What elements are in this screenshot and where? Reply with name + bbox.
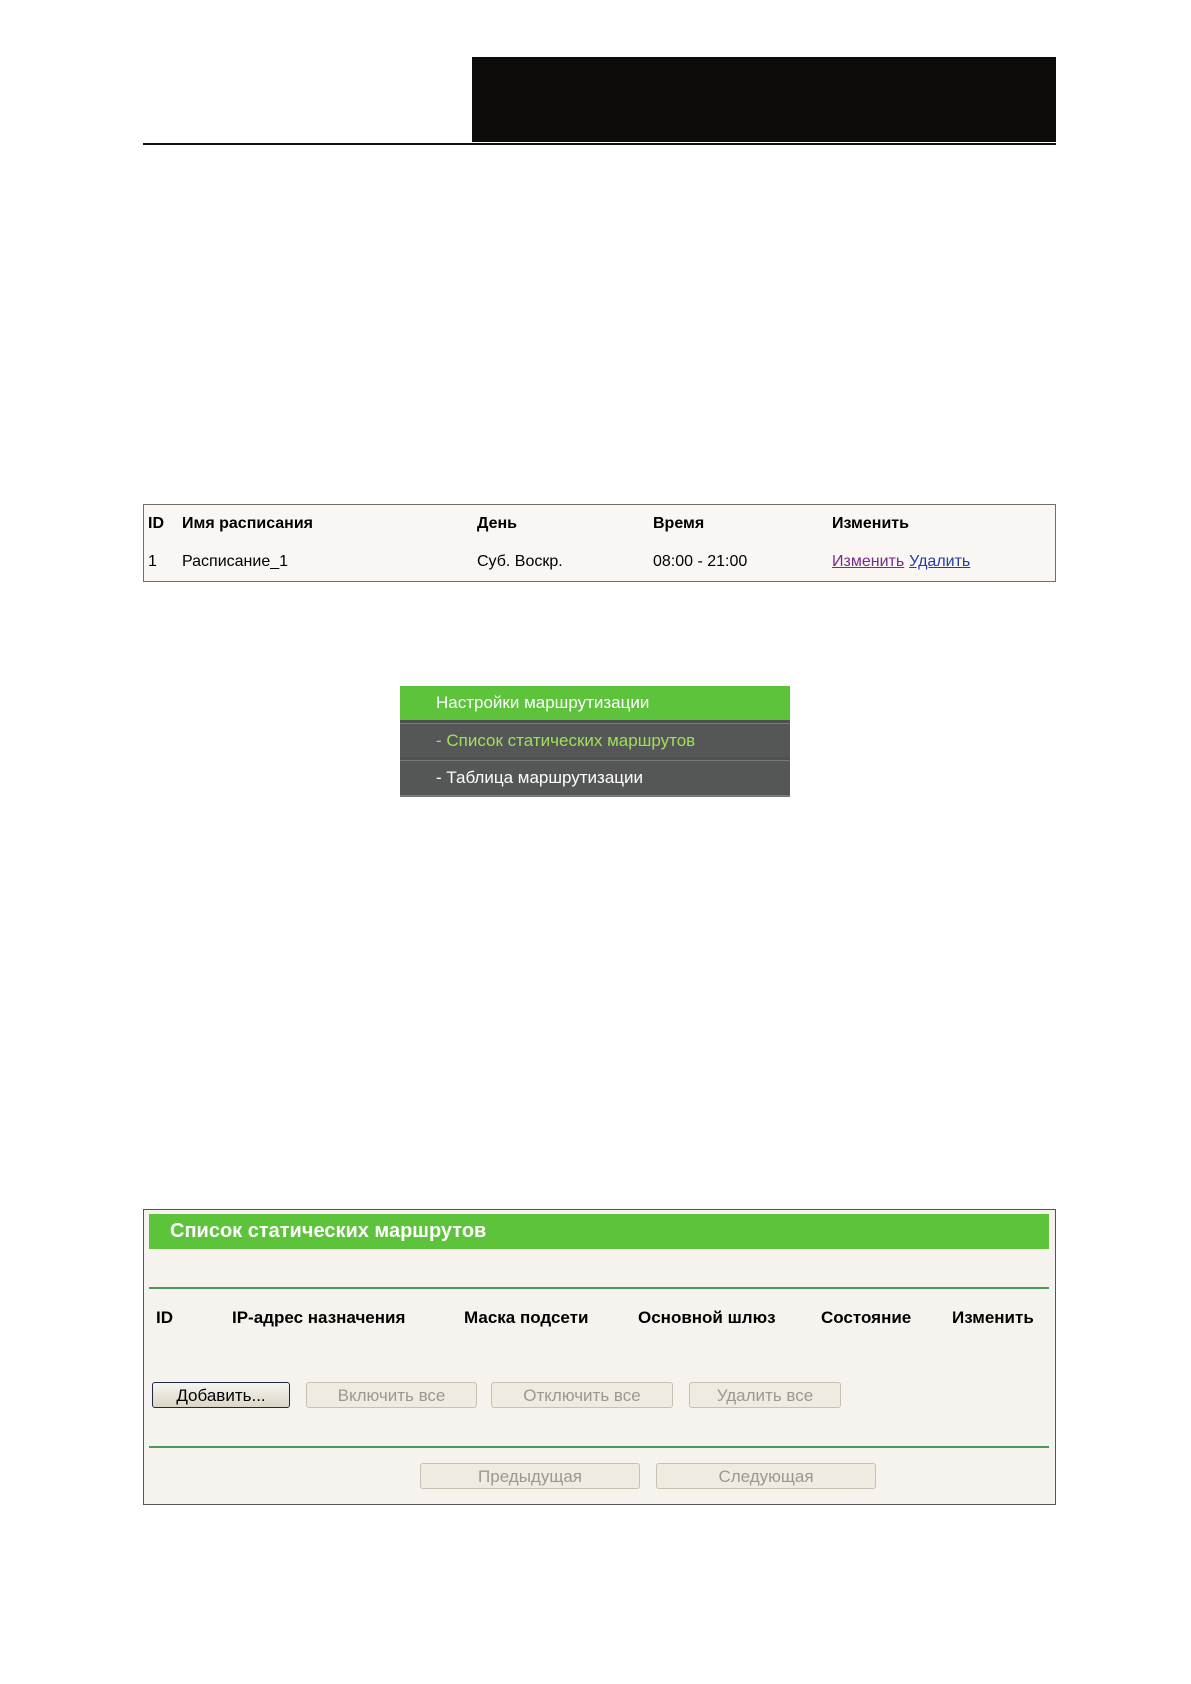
header-black-block: [472, 57, 1056, 142]
row-actions: [832, 553, 970, 571]
static-routes-panel: [143, 1209, 1056, 1505]
col-header-gateway: Основной шлюз: [638, 1308, 776, 1327]
col-header-name: Имя расписания: [182, 515, 314, 532]
enable-all-button[interactable]: Включить все: [306, 1382, 477, 1408]
row-time: 08:00 - 21:00: [653, 553, 748, 570]
modify-link[interactable]: Изменить: [832, 553, 905, 570]
col-header-modify: Изменить: [952, 1308, 1034, 1327]
routing-menu: [400, 686, 790, 797]
col-header-time: Время: [653, 515, 705, 532]
row-id: 1: [148, 553, 157, 570]
menu-item-routing-table[interactable]: - Таблица маршрутизации: [400, 760, 790, 797]
row-name: Расписание_1: [182, 553, 289, 570]
disable-all-button[interactable]: Отключить все: [491, 1382, 673, 1408]
add-button[interactable]: Добавить...: [152, 1382, 290, 1408]
divider: [149, 1446, 1049, 1448]
col-header-status: Состояние: [821, 1308, 912, 1327]
next-page-button[interactable]: Следующая: [656, 1463, 876, 1489]
header-rule: [143, 143, 1056, 145]
delete-all-button[interactable]: Удалить все: [689, 1382, 841, 1408]
col-header-day: День: [477, 515, 517, 532]
menu-item-static-routes[interactable]: - Список статических маршрутов: [400, 723, 790, 757]
menu-item-routing-settings[interactable]: Настройки маршрутизации: [400, 686, 790, 720]
schedule-table: [143, 504, 1056, 582]
panel-title: Список статических маршрутов: [149, 1214, 1049, 1249]
col-header-destination: IP-адрес назначения: [232, 1308, 406, 1327]
delete-link[interactable]: Удалить: [909, 553, 971, 570]
row-day: Суб. Воскр.: [477, 553, 563, 570]
prev-page-button[interactable]: Предыдущая: [420, 1463, 640, 1489]
col-header-modify: Изменить: [832, 515, 909, 532]
divider: [149, 1287, 1049, 1289]
col-header-mask: Маска подсети: [464, 1308, 589, 1327]
col-header-id: ID: [148, 515, 164, 532]
col-header-id: ID: [156, 1308, 173, 1327]
